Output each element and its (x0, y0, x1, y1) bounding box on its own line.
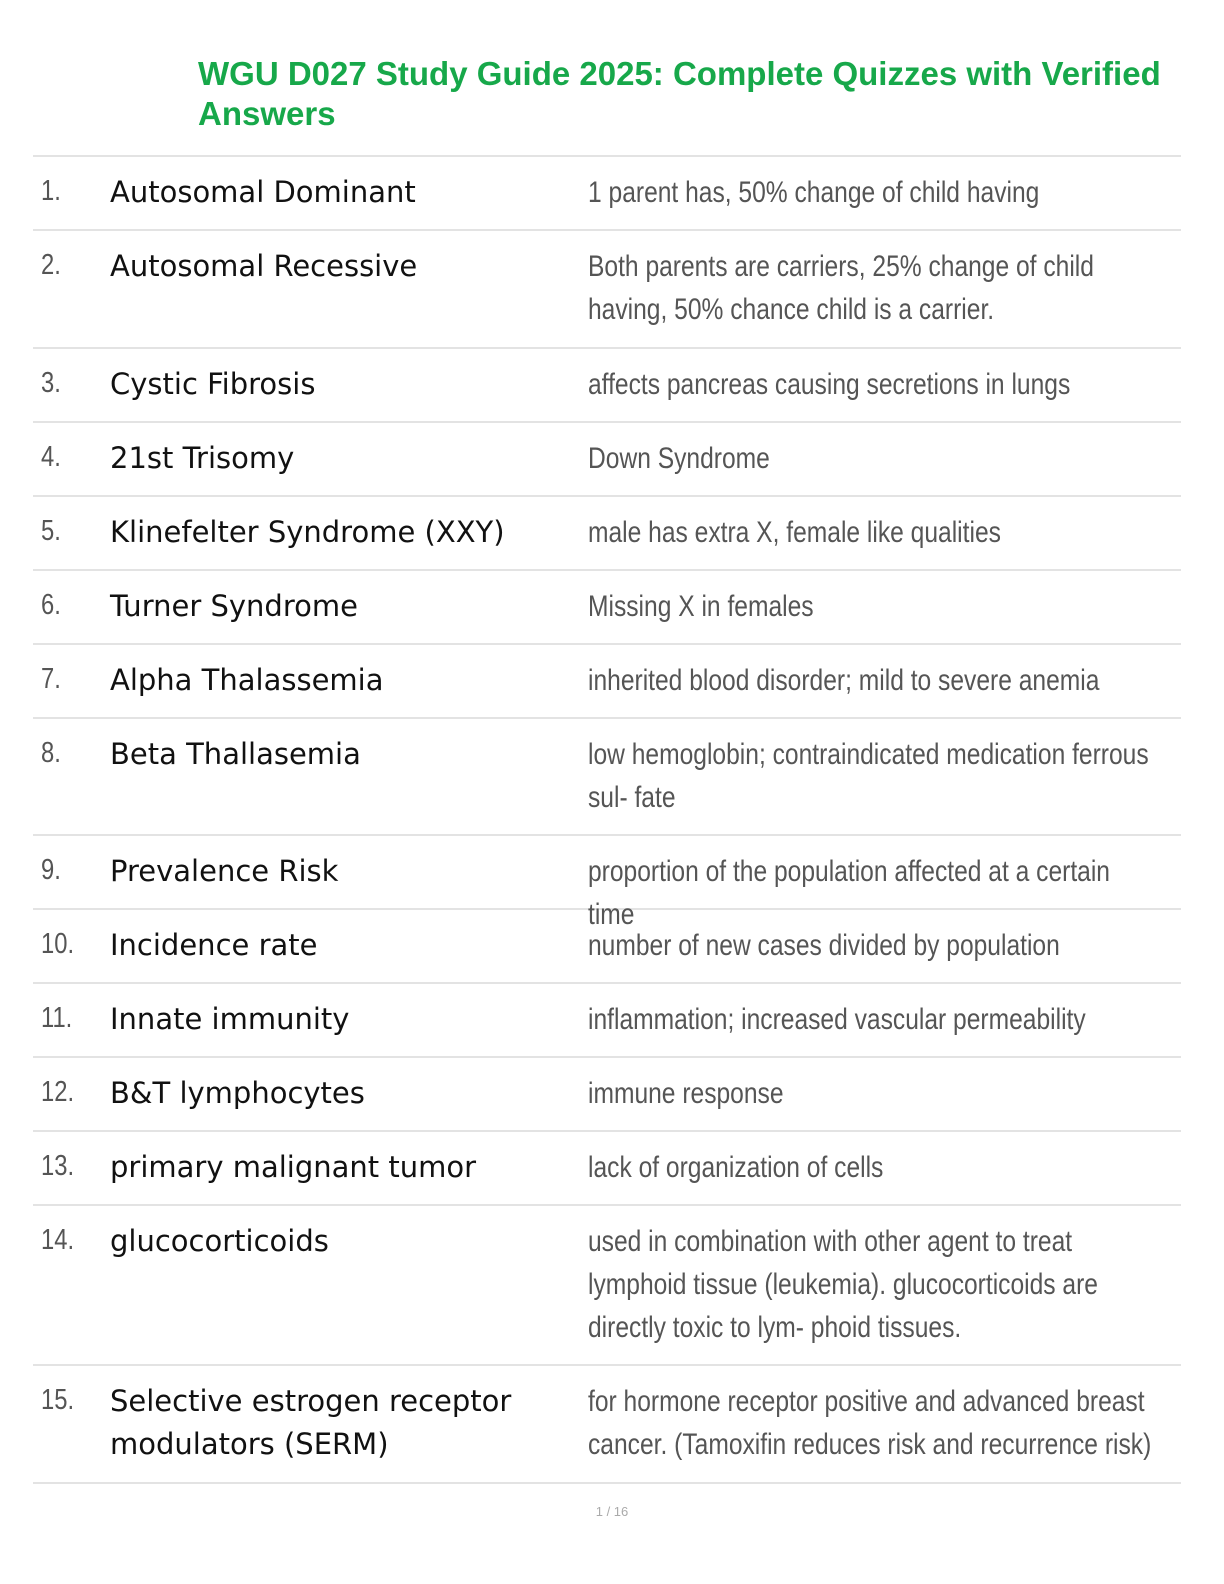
card-term: Prevalence Risk (110, 854, 339, 888)
card-definition: Missing X in females (588, 590, 814, 623)
flashcard-row (33, 719, 1181, 836)
flashcard-row (33, 984, 1181, 1058)
card-number: 5. (41, 515, 61, 547)
card-definition: for hormone receptor positive and advanced breast cancer. (Tamoxifin reduces risk and recurrence risk) (588, 1385, 1152, 1461)
flashcard-row (33, 1132, 1181, 1206)
card-number: 7. (41, 663, 61, 695)
flashcard-row (33, 497, 1181, 571)
card-term: Cystic Fibrosis (110, 367, 316, 401)
card-definition: 1 parent has, 50% change of child having (588, 176, 1040, 209)
card-term: Autosomal Dominant (110, 175, 416, 209)
card-definition: inflammation; increased vascular permeability (588, 1003, 1086, 1036)
card-number: 9. (41, 854, 61, 886)
card-definition: proportion of the population affected at a certain time (588, 855, 1110, 931)
card-number: 8. (41, 737, 61, 769)
flashcard-row (33, 349, 1181, 423)
card-definition: immune response (588, 1077, 784, 1110)
flashcard-row (33, 423, 1181, 497)
card-definition: number of new cases divided by population (588, 929, 1060, 962)
card-term: Innate immunity (110, 1002, 350, 1036)
flashcard-row (33, 1058, 1181, 1132)
flashcard-list (33, 155, 1181, 1484)
card-number: 10. (41, 928, 75, 960)
card-definition: used in combination with other agent to treat lymphoid tissue (leukemia). glucocorticoids are directly toxic to lym- phoid tissues. (588, 1225, 1098, 1344)
flashcard-row (33, 231, 1181, 349)
page-number: 1 / 16 (595, 1504, 629, 1519)
card-number: 12. (41, 1076, 75, 1108)
card-term: primary malignant tumor (110, 1150, 477, 1184)
card-number: 2. (41, 249, 61, 281)
card-number: 1. (41, 175, 61, 207)
flashcard-row (33, 910, 1181, 984)
card-definition: lack of organization of cells (588, 1151, 884, 1184)
card-number: 15. (41, 1384, 75, 1416)
card-term: Klinefelter Syndrome (XXY) (110, 515, 505, 549)
flashcard-row (33, 157, 1181, 231)
card-definition: low hemoglobin; contraindicated medication ferrous sul- fate (588, 738, 1149, 814)
card-number: 6. (41, 589, 61, 621)
card-term: Incidence rate (110, 928, 318, 962)
card-number: 14. (41, 1224, 75, 1256)
card-number: 13. (41, 1150, 75, 1182)
card-number: 3. (41, 367, 61, 399)
card-definition: Down Syndrome (588, 442, 770, 475)
card-definition: Both parents are carriers, 25% change of child having, 50% chance child is a carrier. (588, 250, 1094, 326)
card-definition: male has extra X, female like qualities (588, 516, 1001, 549)
card-number: 11. (41, 1002, 73, 1034)
card-definition: affects pancreas causing secretions in lungs (588, 368, 1071, 401)
flashcard-row (33, 1206, 1181, 1366)
card-term: glucocorticoids (110, 1224, 329, 1258)
flashcard-row (33, 836, 1181, 931)
card-definition: inherited blood disorder; mild to severe anemia (588, 664, 1100, 697)
card-term: Beta Thallasemia (110, 737, 361, 771)
card-term: Turner Syndrome (110, 589, 358, 623)
card-term: Alpha Thalassemia (110, 663, 384, 697)
card-number: 4. (41, 441, 61, 473)
flashcard-row (33, 645, 1181, 719)
flashcard-row (33, 571, 1181, 645)
document-title: WGU D027 Study Guide 2025: Complete Quizzes with Verified Answers (198, 55, 1161, 132)
card-term: 21st Trisomy (110, 441, 295, 475)
card-term: Selective estrogen receptor modulators (SERM) (110, 1384, 512, 1461)
flashcard-row (33, 1366, 1181, 1484)
card-term: B&T lymphocytes (110, 1076, 365, 1110)
card-term: Autosomal Recessive (110, 249, 418, 283)
